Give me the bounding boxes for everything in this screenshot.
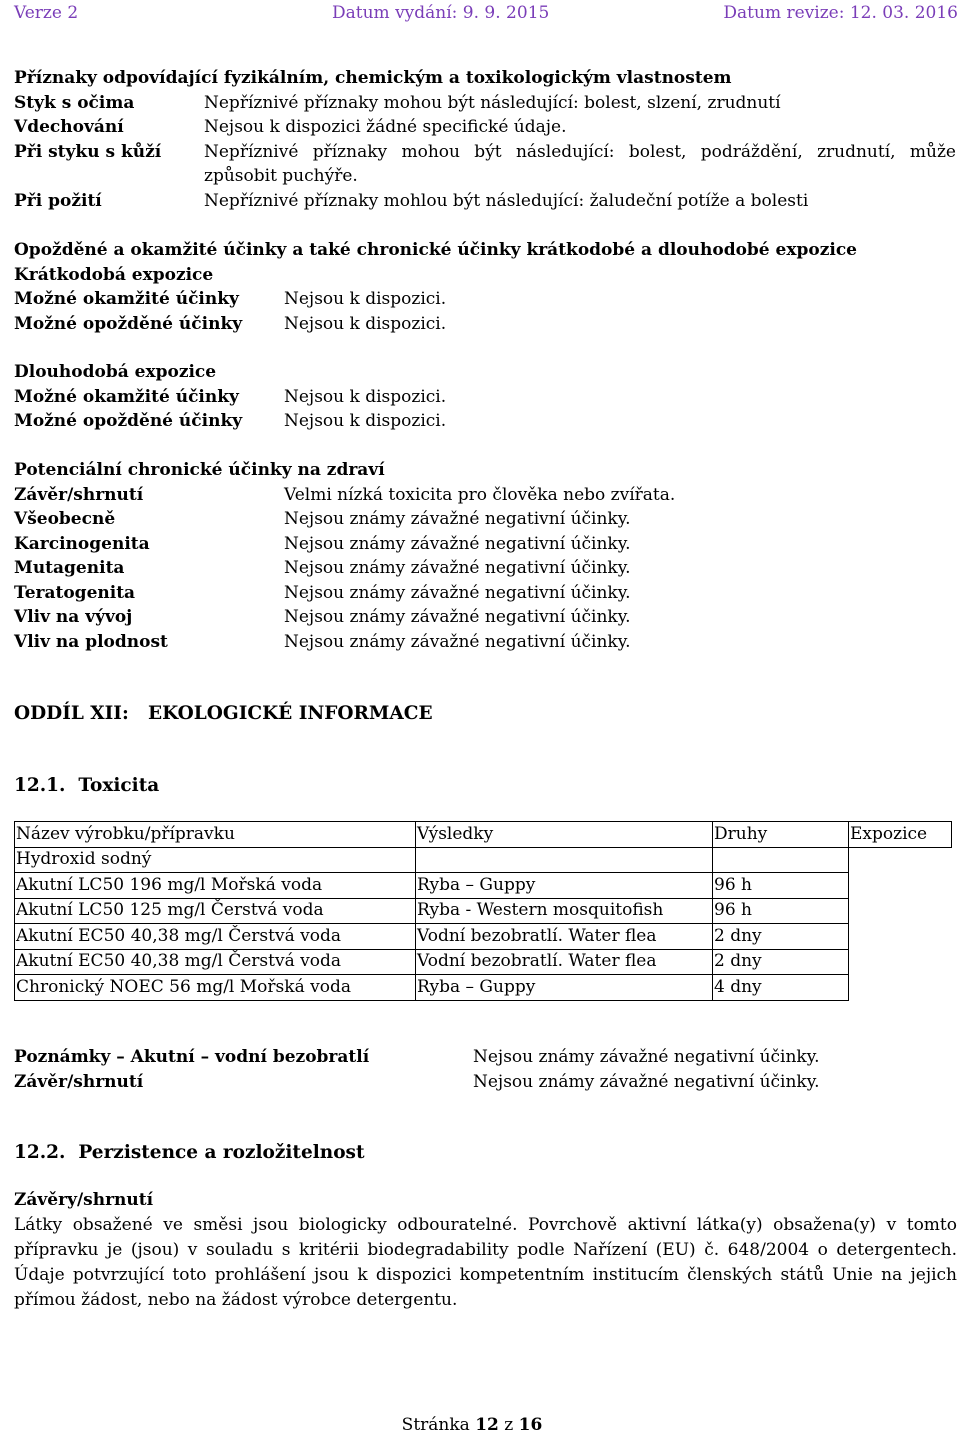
effect-label: Možné okamžité účinky	[14, 386, 239, 407]
symptom-label: Při požití	[14, 190, 102, 211]
effect-row	[14, 312, 958, 337]
effect-label: Možné opožděné účinky	[14, 411, 243, 431]
note-value: Nejsou známy závažné negativní účinky.	[473, 1047, 820, 1067]
chronic-label: Vliv na plodnost	[14, 631, 168, 652]
table-row	[15, 847, 952, 873]
table-cell: Vodní bezobratlí. Water flea	[416, 949, 713, 975]
chronic-row	[14, 532, 958, 557]
page-footer	[0, 1413, 944, 1438]
table-cell: Ryba - Western mosquitofish	[416, 898, 713, 924]
delayed-effects-section	[14, 238, 958, 336]
chronic-value: Nejsou známy závažné negativní účinky.	[284, 533, 631, 554]
version-label: Verze 2	[14, 3, 79, 23]
chronic-row	[14, 630, 958, 655]
table-header-cell: Výsledky	[416, 822, 713, 848]
table-cell	[849, 975, 952, 1001]
section-title: EKOLOGICKÉ INFORMACE	[148, 703, 433, 724]
chronic-value: Nejsou známy závažné negativní účinky.	[284, 509, 631, 529]
chronic-row	[14, 507, 958, 532]
effect-row	[14, 287, 958, 312]
footer-page: 12	[475, 1415, 499, 1435]
table-cell: Hydroxid sodný	[15, 847, 416, 873]
footer-prefix: Stránka	[401, 1415, 476, 1435]
table-row	[15, 975, 952, 1001]
chronic-section	[14, 458, 958, 654]
symptoms-section	[14, 66, 958, 213]
effect-label: Možné opožděné účinky	[14, 313, 243, 334]
table-cell: 96 h	[713, 898, 849, 924]
table-cell	[713, 847, 849, 873]
symptom-row	[14, 115, 958, 140]
chronic-value: Velmi nízká toxicita pro člověka nebo zvířata.	[284, 484, 676, 505]
symptom-value: Nejsou k dispozici žádné specifické údaje.	[204, 117, 567, 137]
note-row	[14, 1070, 958, 1095]
symptom-label: Při styku s kůží	[14, 141, 162, 162]
table-cell: Ryba – Guppy	[416, 975, 713, 1001]
table-cell: Ryba – Guppy	[416, 873, 713, 899]
table-cell: Akutní LC50 125 mg/l Čerstvá voda	[15, 898, 416, 924]
symptoms-title: Příznaky odpovídající fyzikálním, chemickým a toxikologickým vlastnostem	[14, 68, 732, 88]
effect-label: Možné okamžité účinky	[14, 289, 239, 309]
chronic-value: Nejsou známy závažné negativní účinky.	[284, 558, 631, 578]
chronic-label: Mutagenita	[14, 558, 125, 578]
note-value: Nejsou známy závažné negativní účinky.	[473, 1071, 820, 1092]
chronic-value: Nejsou známy závažné negativní účinky.	[284, 582, 631, 603]
chronic-row	[14, 581, 958, 606]
table-header-row	[15, 822, 952, 848]
table-cell: 4 dny	[713, 975, 849, 1001]
issue-date: Datum vydání: 9. 9. 2015	[332, 3, 550, 23]
persistence-subtitle-block	[14, 1188, 958, 1213]
chronic-label: Karcinogenita	[14, 533, 150, 554]
effect-row	[14, 385, 958, 410]
table-row	[15, 873, 952, 899]
note-row	[14, 1045, 958, 1070]
table-cell	[849, 949, 952, 975]
footer-total: 16	[518, 1415, 543, 1435]
chronic-value: Nejsou známy závažné negativní účinky.	[284, 631, 631, 652]
revision-date: Datum revize: 12. 03. 2016	[723, 3, 958, 23]
delayed-title: Opožděné a okamžité účinky a také chronické účinky krátkodobé a dlouhodobé expozice	[14, 240, 857, 260]
footer-sep: z	[498, 1415, 519, 1435]
short-term-title: Krátkodobá expozice	[14, 264, 214, 285]
chronic-label: Vliv na vývoj	[14, 607, 133, 627]
page-header	[14, 0, 958, 26]
table-cell	[416, 847, 713, 873]
symptom-value: Nepříznivé příznaky mohou být následující: bolest, slzení, zrudnutí	[204, 92, 781, 113]
table-cell: Chronický NOEC 56 mg/l Mořská voda	[15, 975, 416, 1001]
table-cell: 96 h	[713, 873, 849, 899]
long-term-title: Dlouhodobá expozice	[14, 362, 217, 382]
table-cell	[849, 924, 952, 950]
persistence-text: Látky obsažené ve směsi jsou biologicky odbouratelné. Povrchově aktivní látka(y) obsažena(y) v tomto přípravku je (jsou) v souladu s kritérii biodegradability podle Nařízení (EU) č. 648/2004 o detergentech. Údaje potvrzující toto prohlášení jsou k dispozici kompetentním institucím členských států Unie na jejich přímou žádost, nebo na žádost výrobce detergentu.	[14, 1215, 957, 1310]
table-header-cell: Druhy	[713, 822, 849, 848]
symptom-label: Vdechování	[14, 117, 124, 137]
symptom-value: Nepříznivé příznaky mohou být následující: bolest, podráždění, zrudnutí, může způsobit puchýře.	[204, 141, 956, 186]
table-cell: Vodní bezobratlí. Water flea	[416, 924, 713, 950]
effect-value: Nejsou k dispozici.	[284, 386, 447, 407]
persistence-subtitle: Závěry/shrnutí	[14, 1190, 154, 1210]
table-cell: 2 dny	[713, 949, 849, 975]
table-header-cell: Název výrobku/přípravku	[15, 822, 416, 848]
symptom-row	[14, 140, 958, 189]
chronic-row	[14, 483, 958, 508]
effect-row	[14, 409, 958, 434]
table-row	[15, 898, 952, 924]
symptom-row	[14, 189, 958, 214]
table-cell: Akutní EC50 40,38 mg/l Čerstvá voda	[15, 924, 416, 950]
table-cell: Akutní LC50 196 mg/l Mořská voda	[15, 873, 416, 899]
table-header-cell: Expozice	[849, 822, 952, 848]
table-cell	[849, 898, 952, 924]
chronic-row	[14, 605, 958, 630]
chronic-label: Závěr/shrnutí	[14, 484, 144, 505]
table-cell: 2 dny	[713, 924, 849, 950]
table-row	[15, 949, 952, 975]
effect-value: Nejsou k dispozici.	[284, 411, 447, 431]
table-cell: Akutní EC50 40,38 mg/l Čerstvá voda	[15, 949, 416, 975]
chronic-label: Všeobecně	[14, 509, 116, 529]
chronic-value: Nejsou známy závažné negativní účinky.	[284, 607, 631, 627]
chronic-row	[14, 556, 958, 581]
effect-value: Nejsou k dispozici.	[284, 313, 447, 334]
symptom-label: Styk s očima	[14, 92, 135, 113]
persistence-heading: 12.2. Perzistence a rozložitelnost	[14, 1142, 365, 1163]
table-cell	[849, 873, 952, 899]
table-cell	[849, 847, 952, 873]
toxicity-heading: 12.1. Toxicita	[14, 775, 160, 796]
table-row	[15, 924, 952, 950]
chronic-title: Potenciální chronické účinky na zdraví	[14, 460, 385, 480]
long-term-section	[14, 360, 958, 434]
effect-value: Nejsou k dispozici.	[284, 289, 447, 309]
symptom-value: Nepříznivé příznaky mohlou být následující: žaludeční potíže a bolesti	[204, 190, 809, 211]
section-number: ODDÍL XII:	[14, 703, 129, 724]
note-label: Poznámky – Akutní – vodní bezobratlí	[14, 1047, 370, 1067]
notes-section	[14, 1045, 958, 1094]
toxicity-table	[14, 821, 952, 1001]
chronic-label: Teratogenita	[14, 582, 136, 603]
symptom-row	[14, 91, 958, 116]
note-label: Závěr/shrnutí	[14, 1071, 144, 1092]
